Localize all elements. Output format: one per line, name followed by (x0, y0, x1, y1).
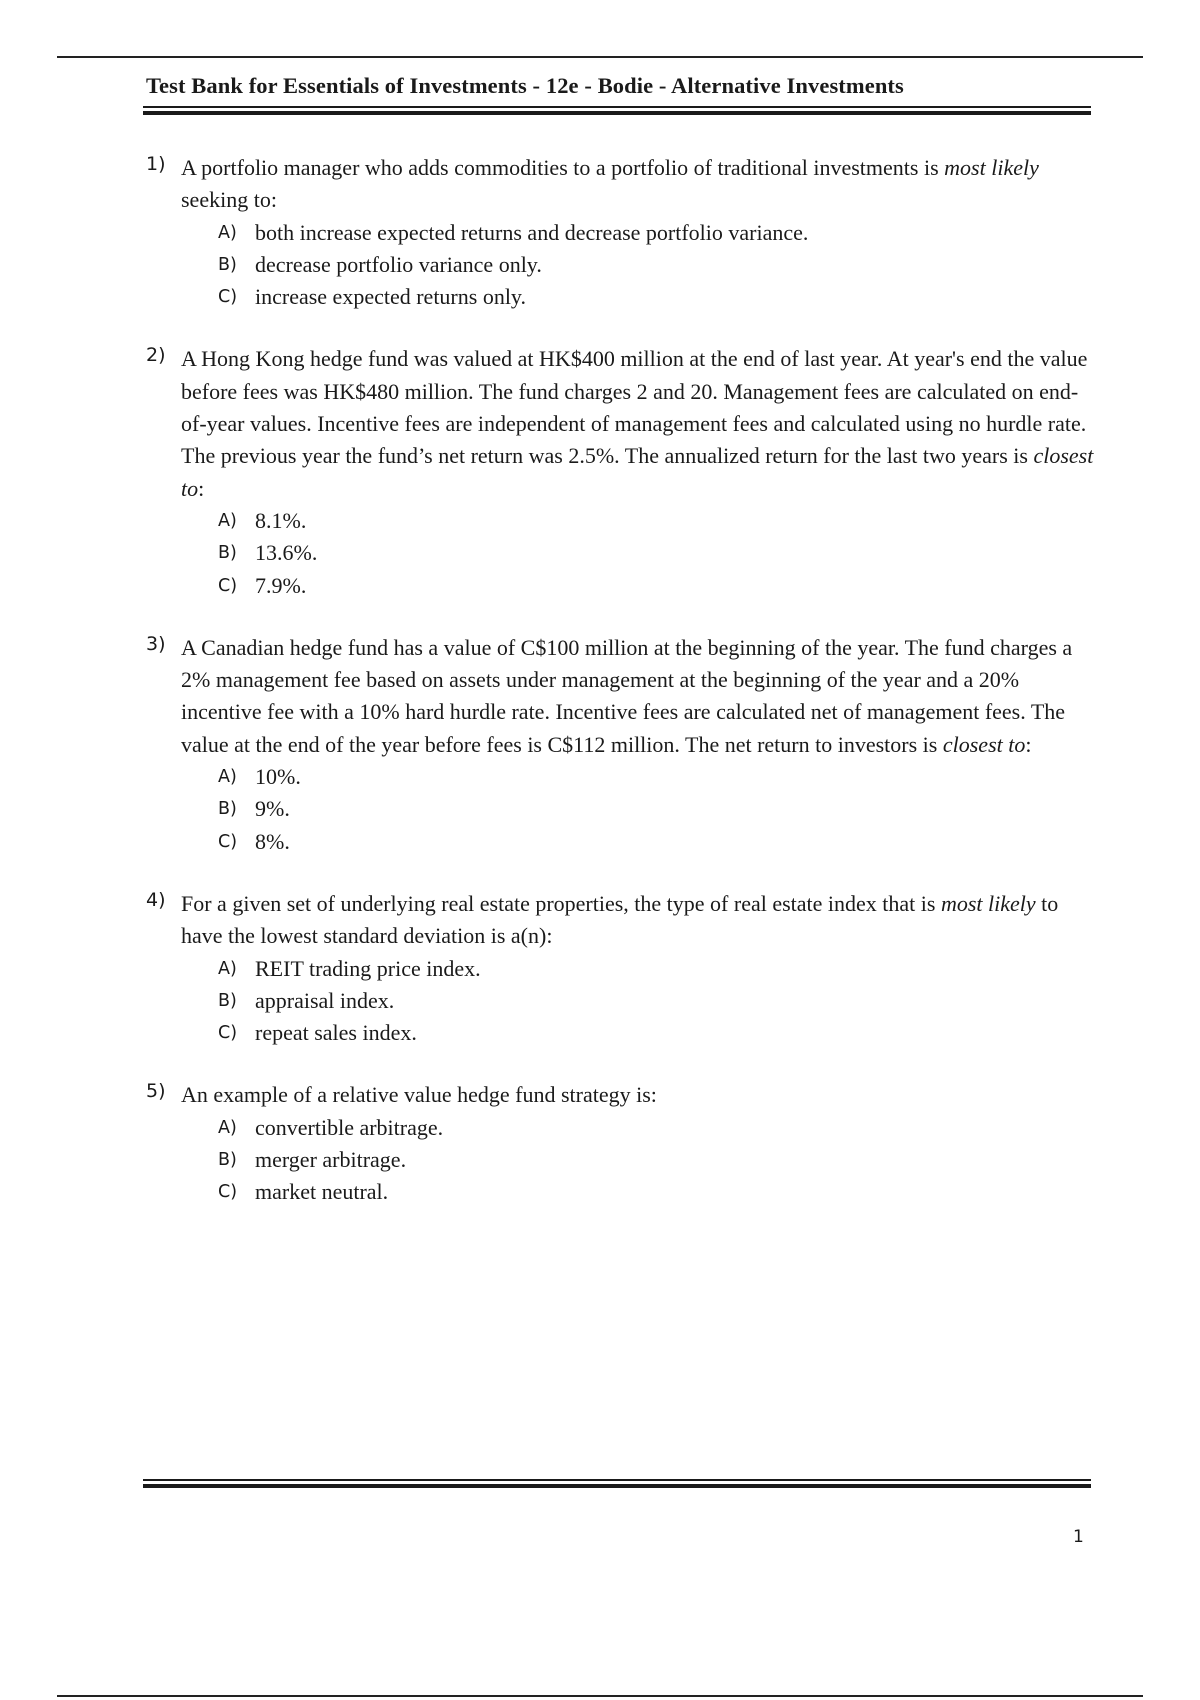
answer-options (218, 1112, 1096, 1209)
option-letter: C) (218, 1023, 238, 1044)
answer-option (218, 1144, 1096, 1176)
answer-option (218, 1017, 1096, 1049)
option-text: 8.1%. (255, 507, 307, 533)
answer-option (218, 281, 1096, 313)
option-text: 8%. (255, 828, 290, 854)
question-text-emphasis: most likely (940, 890, 1036, 916)
question-text-segment: to have the lowest standard deviation is a(n): (181, 890, 1059, 949)
option-letter: C) (218, 287, 238, 308)
question-text-segment: An example of a relative value hedge fund strategy is: (181, 1082, 657, 1108)
page-number: 1 (1073, 1527, 1084, 1547)
option-text: increase expected returns only. (255, 284, 527, 310)
question-item (146, 343, 1096, 601)
page-top-rule (57, 56, 1143, 58)
question-text-segment: For a given set of underlying real estate properties, the type of real estate index that is (181, 890, 941, 916)
answer-option (218, 217, 1096, 249)
question-text (181, 632, 1096, 761)
question-number: 4) (146, 888, 166, 911)
option-letter: B) (218, 254, 237, 275)
question-text-segment: A Hong Kong hedge fund was valued at HK$400 million at the end of last year. At year's end the value before fees was HK$480 million. The fund charges 2 and 20. Management fees are calculated on end- of-year values. Incentive fees are independent of management fees and calculated using no hurdle rate. The previous year the fund’s net return was 2.5%. The annualized return for the last two years is (181, 346, 1088, 469)
page-bottom-rule (57, 1695, 1143, 1697)
answer-option (218, 537, 1096, 569)
option-letter: B) (218, 799, 237, 820)
answer-option (218, 570, 1096, 602)
option-letter: B) (218, 1150, 237, 1171)
question-text (181, 888, 1096, 953)
question-item (146, 888, 1096, 1049)
answer-options (218, 953, 1096, 1050)
option-text: decrease portfolio variance only. (255, 251, 542, 277)
question-list (146, 152, 1096, 1239)
question-text-segment: : (1025, 731, 1032, 757)
option-letter: A) (218, 1117, 237, 1138)
option-letter: B) (218, 543, 237, 564)
answer-option (218, 505, 1096, 537)
question-text (181, 1079, 1096, 1111)
answer-option (218, 1176, 1096, 1208)
option-letter: C) (218, 831, 238, 852)
question-number: 5) (146, 1080, 166, 1103)
question-text-emphasis: closest to (942, 731, 1026, 757)
option-text: merger arbitrage. (255, 1147, 407, 1173)
option-text: REIT trading price index. (255, 955, 481, 981)
option-text: 10%. (255, 764, 301, 790)
option-letter: A) (218, 510, 237, 531)
option-letter: C) (218, 575, 238, 596)
question-text-emphasis: closest to (181, 443, 1094, 501)
answer-option (218, 761, 1096, 793)
option-letter: A) (218, 767, 237, 788)
option-text: convertible arbitrage. (255, 1114, 444, 1140)
question-text-segment: A Canadian hedge fund has a value of C$100 million at the beginning of the year. The fund charges a 2% management fee based on assets under management at the beginning of the year and a 20% incentive fee with a 10% hard hurdle rate. Incentive fees are calculated net of management fees. The value at the end of the year before fees is C$112 million. The net return to investors is (181, 634, 1073, 757)
option-letter: B) (218, 990, 237, 1011)
option-text: appraisal index. (255, 987, 395, 1013)
question-item (146, 152, 1096, 313)
option-text: market neutral. (255, 1179, 389, 1205)
answer-option (218, 793, 1096, 825)
option-text: 7.9%. (255, 572, 307, 598)
question-item (146, 1079, 1096, 1208)
answer-option (218, 826, 1096, 858)
question-number: 2) (146, 344, 166, 367)
footer-double-rule (143, 1479, 1091, 1488)
question-number: 1) (146, 153, 166, 175)
question-text-segment: seeking to: (181, 187, 277, 213)
header-double-rule (143, 106, 1091, 115)
question-text-segment: : (198, 475, 205, 501)
option-text: 13.6%. (255, 540, 318, 566)
option-text: both increase expected returns and decrease portfolio variance. (255, 219, 809, 245)
answer-options (218, 761, 1096, 858)
question-text (181, 152, 1096, 217)
option-letter: C) (218, 1182, 238, 1203)
answer-option (218, 1112, 1096, 1144)
answer-option (218, 985, 1096, 1017)
question-text (181, 343, 1096, 504)
question-item (146, 632, 1096, 858)
question-text-segment: A portfolio manager who adds commodities to a portfolio of traditional investments is (181, 155, 945, 180)
question-number: 3) (146, 632, 166, 655)
answer-option (218, 953, 1096, 985)
answer-option (218, 249, 1096, 281)
answer-options (218, 505, 1096, 602)
question-text-emphasis: most likely (944, 155, 1039, 180)
option-text: repeat sales index. (255, 1020, 417, 1046)
option-letter: A) (218, 958, 237, 979)
document-title: Test Bank for Essentials of Investments - 12e - Bodie - Alternative Investments (146, 73, 904, 98)
option-text: 9%. (255, 796, 290, 822)
answer-options (218, 217, 1096, 314)
option-letter: A) (218, 222, 237, 243)
